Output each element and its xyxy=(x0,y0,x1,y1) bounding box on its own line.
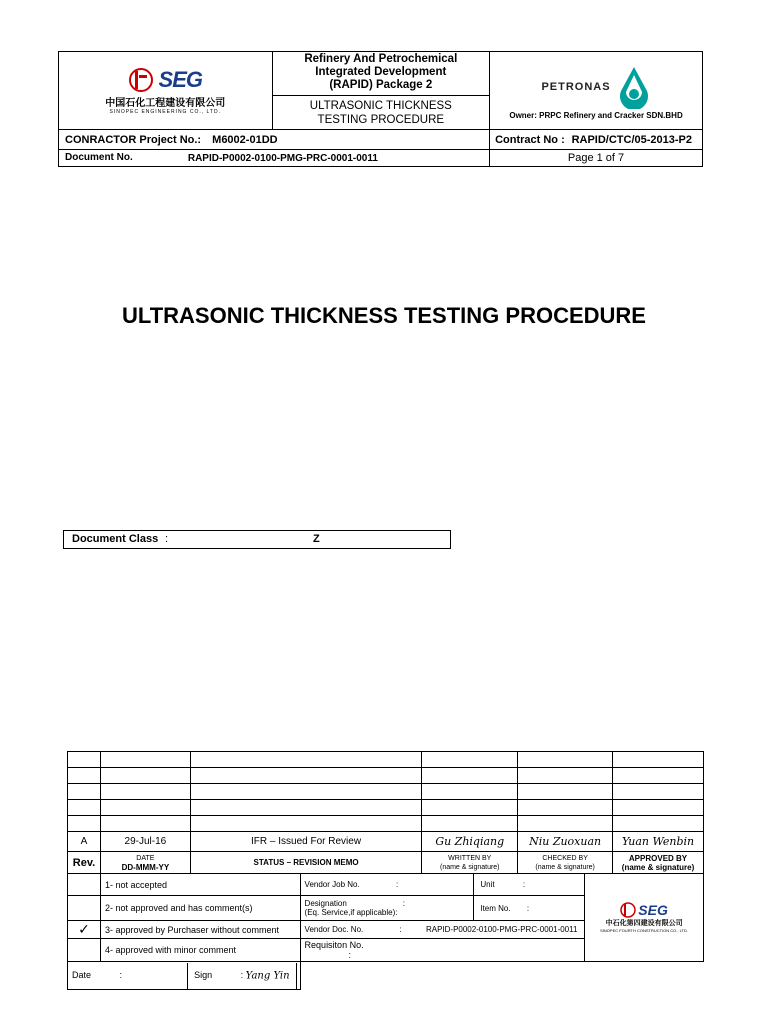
revision-row xyxy=(68,832,704,852)
vendor-doc-cell: Vendor Doc. No. : RAPID-P0002-0100-PMG-PRC-0001-0011 xyxy=(300,921,585,939)
vendor-doc-label: Vendor Doc. No. xyxy=(304,925,364,934)
project-line-2: Integrated Development xyxy=(315,66,447,78)
date-sign-cell: Date : Sign : Yang Yin xyxy=(68,962,301,990)
approval-option-2: 2- not approved and has comment(s) xyxy=(100,896,300,921)
item-cell: Item No. : xyxy=(474,896,585,921)
revision-header-row xyxy=(68,852,704,874)
company-name-en: SINOPEC ENGINEERING CO., LTD. xyxy=(109,108,221,115)
item-label: Item No. xyxy=(480,903,511,913)
requisition-cell: Requisiton No. : xyxy=(300,939,585,962)
document-header xyxy=(58,51,703,167)
approval-option-4: 4- approved with minor comment xyxy=(100,939,300,962)
page-number: Page 1 of 7 xyxy=(567,152,625,164)
project-line-3: (RAPID) Package 2 xyxy=(329,79,433,91)
designation-cell: Designation : (Eq. Service,if applicable): xyxy=(300,896,474,921)
footer-logo-cell xyxy=(585,874,704,962)
owner-name: Owner: PRPC Refinery and Cracker SDN.BHD xyxy=(509,111,683,120)
approval-check-3[interactable] xyxy=(68,921,101,939)
approval-check-1[interactable] xyxy=(68,874,101,896)
page-title: ULTRASONIC THICKNESS TESTING PROCEDURE xyxy=(122,303,646,328)
date-format: DD-MMM-YY xyxy=(121,862,170,872)
petronas-logo-icon xyxy=(617,65,651,109)
footer-company-en: SINOPEC FOURTH CONSTRUCTION CO., LTD. xyxy=(600,928,688,933)
contract-number: RAPID/CTC/05-2013-P2 xyxy=(571,133,692,146)
requisition-label: Requisiton No. xyxy=(304,940,364,950)
document-class-label: Document Class xyxy=(72,533,159,545)
approved-by-signature: Yuan Wenbin xyxy=(613,832,704,852)
unit-cell: Unit : xyxy=(474,874,585,896)
written-by-signature: Gu Zhiqiang xyxy=(422,832,518,852)
date-header xyxy=(100,852,190,874)
vendor-job-label: Vendor Job No. xyxy=(304,880,360,889)
doc-title-line-1: ULTRASONIC THICKNESS xyxy=(309,100,452,112)
checked-by-label: CHECKED BY xyxy=(542,854,588,862)
approval-check-2[interactable] xyxy=(68,896,101,921)
approved-by-label: APPROVED BY xyxy=(628,853,688,863)
designation-label: Designation xyxy=(304,899,347,908)
company-name-cn: 中国石化工程建设有限公司 xyxy=(105,97,226,109)
revision-status: IFR – Issued For Review xyxy=(190,832,422,852)
contractor-label: CONRACTOR Project No.: xyxy=(65,133,202,146)
rev-header: Rev. xyxy=(68,852,101,874)
written-by-label: WRITTEN BY xyxy=(448,854,492,862)
revision-code: A xyxy=(68,832,101,852)
written-by-sublabel: (name & signature) xyxy=(439,863,500,871)
date-label: Date xyxy=(72,969,92,980)
contract-label: Contract No : xyxy=(495,133,565,146)
document-class-value: Z xyxy=(313,533,320,545)
document-class-colon: : xyxy=(165,533,169,545)
document-number: RAPID-P0002-0100-PMG-PRC-0001-0011 xyxy=(187,153,378,164)
project-cell xyxy=(272,52,490,130)
project-line-1: Refinery And Petrochemical xyxy=(304,53,458,65)
sign-signature: Yang Yin xyxy=(245,969,290,981)
approval-option-3: 3- approved by Purchaser without comment xyxy=(100,921,300,939)
footer-company-cn: 中石化第四建设有限公司 xyxy=(605,920,683,927)
document-class-box xyxy=(63,530,451,549)
unit-label: Unit xyxy=(480,880,495,889)
seg-logo-text: SEG xyxy=(158,66,202,92)
owner-cell xyxy=(490,52,703,130)
checkmark-icon: ✓ xyxy=(78,921,90,937)
written-by-header xyxy=(422,852,518,874)
sinopec-footer-logo-icon xyxy=(620,902,638,918)
contractor-project-cell xyxy=(59,130,490,150)
contract-cell xyxy=(490,130,703,150)
status-header: STATUS – REVISION MEMO xyxy=(190,852,422,874)
seg-logo xyxy=(129,67,202,93)
footer-seg-text: SEG xyxy=(638,902,668,918)
revision-table xyxy=(67,751,704,874)
approval-check-4[interactable] xyxy=(68,939,101,962)
contractor-number: M6002-01DD xyxy=(212,133,278,146)
petronas-logo-text: PETRONAS xyxy=(541,81,611,93)
sign-label: Sign xyxy=(194,969,213,980)
document-label: Document No. xyxy=(65,152,133,163)
document-number-cell xyxy=(59,150,490,167)
checked-by-header xyxy=(518,852,613,874)
approved-by-header xyxy=(613,852,704,874)
vendor-doc-number: RAPID-P0002-0100-PMG-PRC-0001-0011 xyxy=(425,925,578,934)
date-header-label: DATE xyxy=(136,854,155,862)
designation-sublabel: (Eq. Service,if applicable): xyxy=(304,908,398,917)
approval-table xyxy=(67,873,704,990)
approval-option-1: 1- not accepted xyxy=(100,874,300,896)
checked-by-signature: Niu Zuoxuan xyxy=(518,832,613,852)
doc-title-line-2: TESTING PROCEDURE xyxy=(317,114,445,126)
revision-date: 29-Jul-16 xyxy=(100,832,190,852)
company-logo-cell xyxy=(59,52,273,130)
sinopec-logo-icon xyxy=(129,67,159,93)
vendor-job-cell: Vendor Job No. : xyxy=(300,874,474,896)
checked-by-sublabel: (name & signature) xyxy=(535,863,595,871)
page-number-cell xyxy=(490,150,703,167)
approved-by-sublabel: (name & signature) xyxy=(621,862,695,872)
